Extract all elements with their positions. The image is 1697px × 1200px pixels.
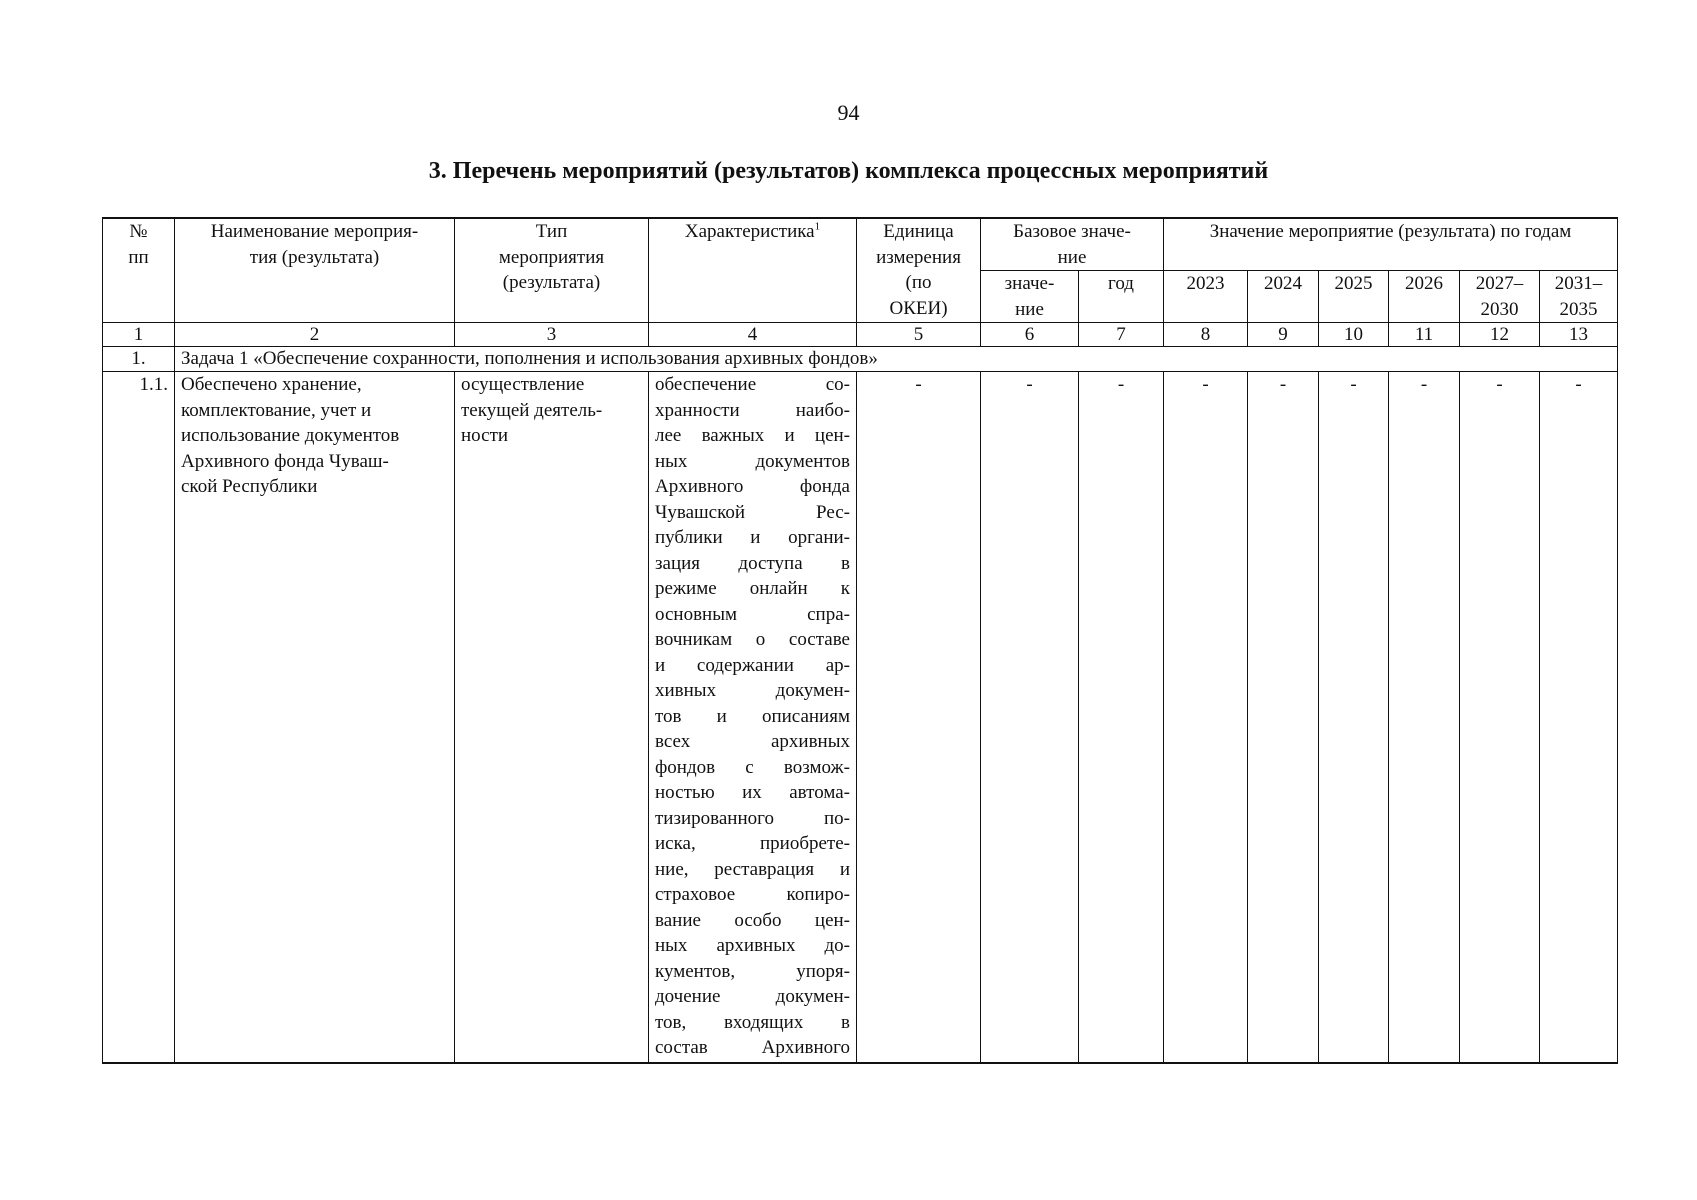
characteristic-line: тов и описаниям bbox=[655, 705, 850, 727]
footnote-marker: 1 bbox=[814, 220, 821, 233]
header-base-year: год bbox=[1079, 271, 1164, 323]
characteristic-line: ностью их автома- bbox=[655, 782, 850, 803]
header-base-value: значе- ние bbox=[981, 271, 1079, 323]
characteristic-line: вание особо цен- bbox=[655, 909, 850, 931]
characteristic-line: и содержании ар- bbox=[655, 654, 850, 676]
row-characteristic bbox=[649, 372, 857, 1064]
column-number: 4 bbox=[649, 323, 857, 347]
characteristic-line: Архивного фонда bbox=[655, 476, 850, 497]
characteristic-line: всех архивных bbox=[655, 731, 850, 752]
header-year-2031-2035: 2031– 2035 bbox=[1540, 271, 1618, 323]
characteristic-line: лее важных и цен- bbox=[655, 425, 850, 446]
row-unit: - bbox=[857, 372, 981, 1064]
header-year-2023: 2023 bbox=[1164, 271, 1248, 323]
characteristic-line: кументов, упоря- bbox=[655, 960, 850, 982]
column-number: 2 bbox=[175, 323, 455, 347]
header-characteristic: Характеристика$^1$ bbox=[649, 218, 857, 323]
characteristic-line: дочение докумен- bbox=[655, 986, 850, 1007]
characteristic-line: ных документов bbox=[655, 450, 850, 472]
row-type: осуществление текущей деятель- ности bbox=[455, 372, 649, 1064]
header-year-2027-2030: 2027– 2030 bbox=[1460, 271, 1540, 323]
characteristic-line: фондов с возмож- bbox=[655, 756, 850, 778]
task-text: Задача 1 «Обеспечение сохранности, пополнения и использования архивных фондов» bbox=[175, 347, 1618, 372]
row-base-year: - bbox=[1079, 372, 1164, 1064]
characteristic-line: состав Архивного bbox=[655, 1037, 850, 1058]
column-number: 12 bbox=[1460, 323, 1540, 347]
characteristic-line: зация доступа в bbox=[655, 552, 850, 574]
task-number: 1. bbox=[103, 347, 175, 372]
header-year-2026: 2026 bbox=[1389, 271, 1460, 323]
table-row bbox=[103, 372, 1618, 1064]
section-title: 3. Перечень мероприятий (результатов) комплекса процессных мероприятий bbox=[428, 158, 1269, 184]
task-row bbox=[103, 347, 1618, 372]
header-base: Базовое значе- ние bbox=[981, 218, 1164, 271]
row-name: Обеспечено хранение, комплектование, учет и использование документов Архивного фонда Чуваш- ской Республики bbox=[175, 372, 455, 1064]
characteristic-line: иска, приобрете- bbox=[655, 833, 850, 854]
column-number: 10 bbox=[1319, 323, 1389, 347]
header-name: Наименование мероприя- тия (результата) bbox=[175, 218, 455, 323]
characteristic-line: основным спра- bbox=[655, 603, 850, 625]
row-value-2025: - bbox=[1319, 372, 1389, 1064]
row-value-2024: - bbox=[1248, 372, 1319, 1064]
characteristic-line: хивных докумен- bbox=[655, 680, 850, 701]
measures-table bbox=[102, 217, 1618, 1064]
header-type: Тип мероприятия (результата) bbox=[455, 218, 649, 323]
row-value-2027-2030: - bbox=[1460, 372, 1540, 1064]
row-value-2031-2035: - bbox=[1540, 372, 1618, 1064]
header-num: № пп bbox=[103, 218, 175, 323]
header-values-by-year: Значение мероприятие (результата) по годам bbox=[1164, 218, 1618, 271]
header-year-2024: 2024 bbox=[1248, 271, 1319, 323]
characteristic-line: страховое копиро- bbox=[655, 884, 850, 905]
header-year-2025: 2025 bbox=[1319, 271, 1389, 323]
header-unit: Единица измерения (по ОКЕИ) bbox=[857, 218, 981, 323]
page-number: 94 bbox=[837, 100, 860, 125]
characteristic-line: вочникам о составе bbox=[655, 629, 850, 650]
characteristic-line: публики и органи- bbox=[655, 527, 850, 548]
column-number: 11 bbox=[1389, 323, 1460, 347]
characteristic-line: обеспечение со- bbox=[655, 374, 850, 395]
column-number: 7 bbox=[1079, 323, 1164, 347]
characteristic-line: режиме онлайн к bbox=[655, 578, 850, 599]
characteristic-line: хранности наибо- bbox=[655, 399, 850, 421]
column-number: 13 bbox=[1540, 323, 1618, 347]
column-number: 9 bbox=[1248, 323, 1319, 347]
characteristic-line: тов, входящих в bbox=[655, 1011, 850, 1033]
characteristic-line: тизированного по- bbox=[655, 807, 850, 829]
column-number: 8 bbox=[1164, 323, 1248, 347]
row-value-2023: - bbox=[1164, 372, 1248, 1064]
characteristic-line: ние, реставрация и bbox=[655, 858, 850, 880]
column-number: 3 bbox=[455, 323, 649, 347]
row-base-value: - bbox=[981, 372, 1079, 1064]
row-value-2026: - bbox=[1389, 372, 1460, 1064]
column-number: 1 bbox=[103, 323, 175, 347]
characteristic-line: ных архивных до- bbox=[655, 935, 850, 956]
column-number-row bbox=[103, 323, 1618, 347]
column-number: 6 bbox=[981, 323, 1079, 347]
column-number: 5 bbox=[857, 323, 981, 347]
row-number: 1.1. bbox=[103, 372, 175, 1064]
characteristic-line: Чувашской Рес- bbox=[655, 501, 850, 523]
